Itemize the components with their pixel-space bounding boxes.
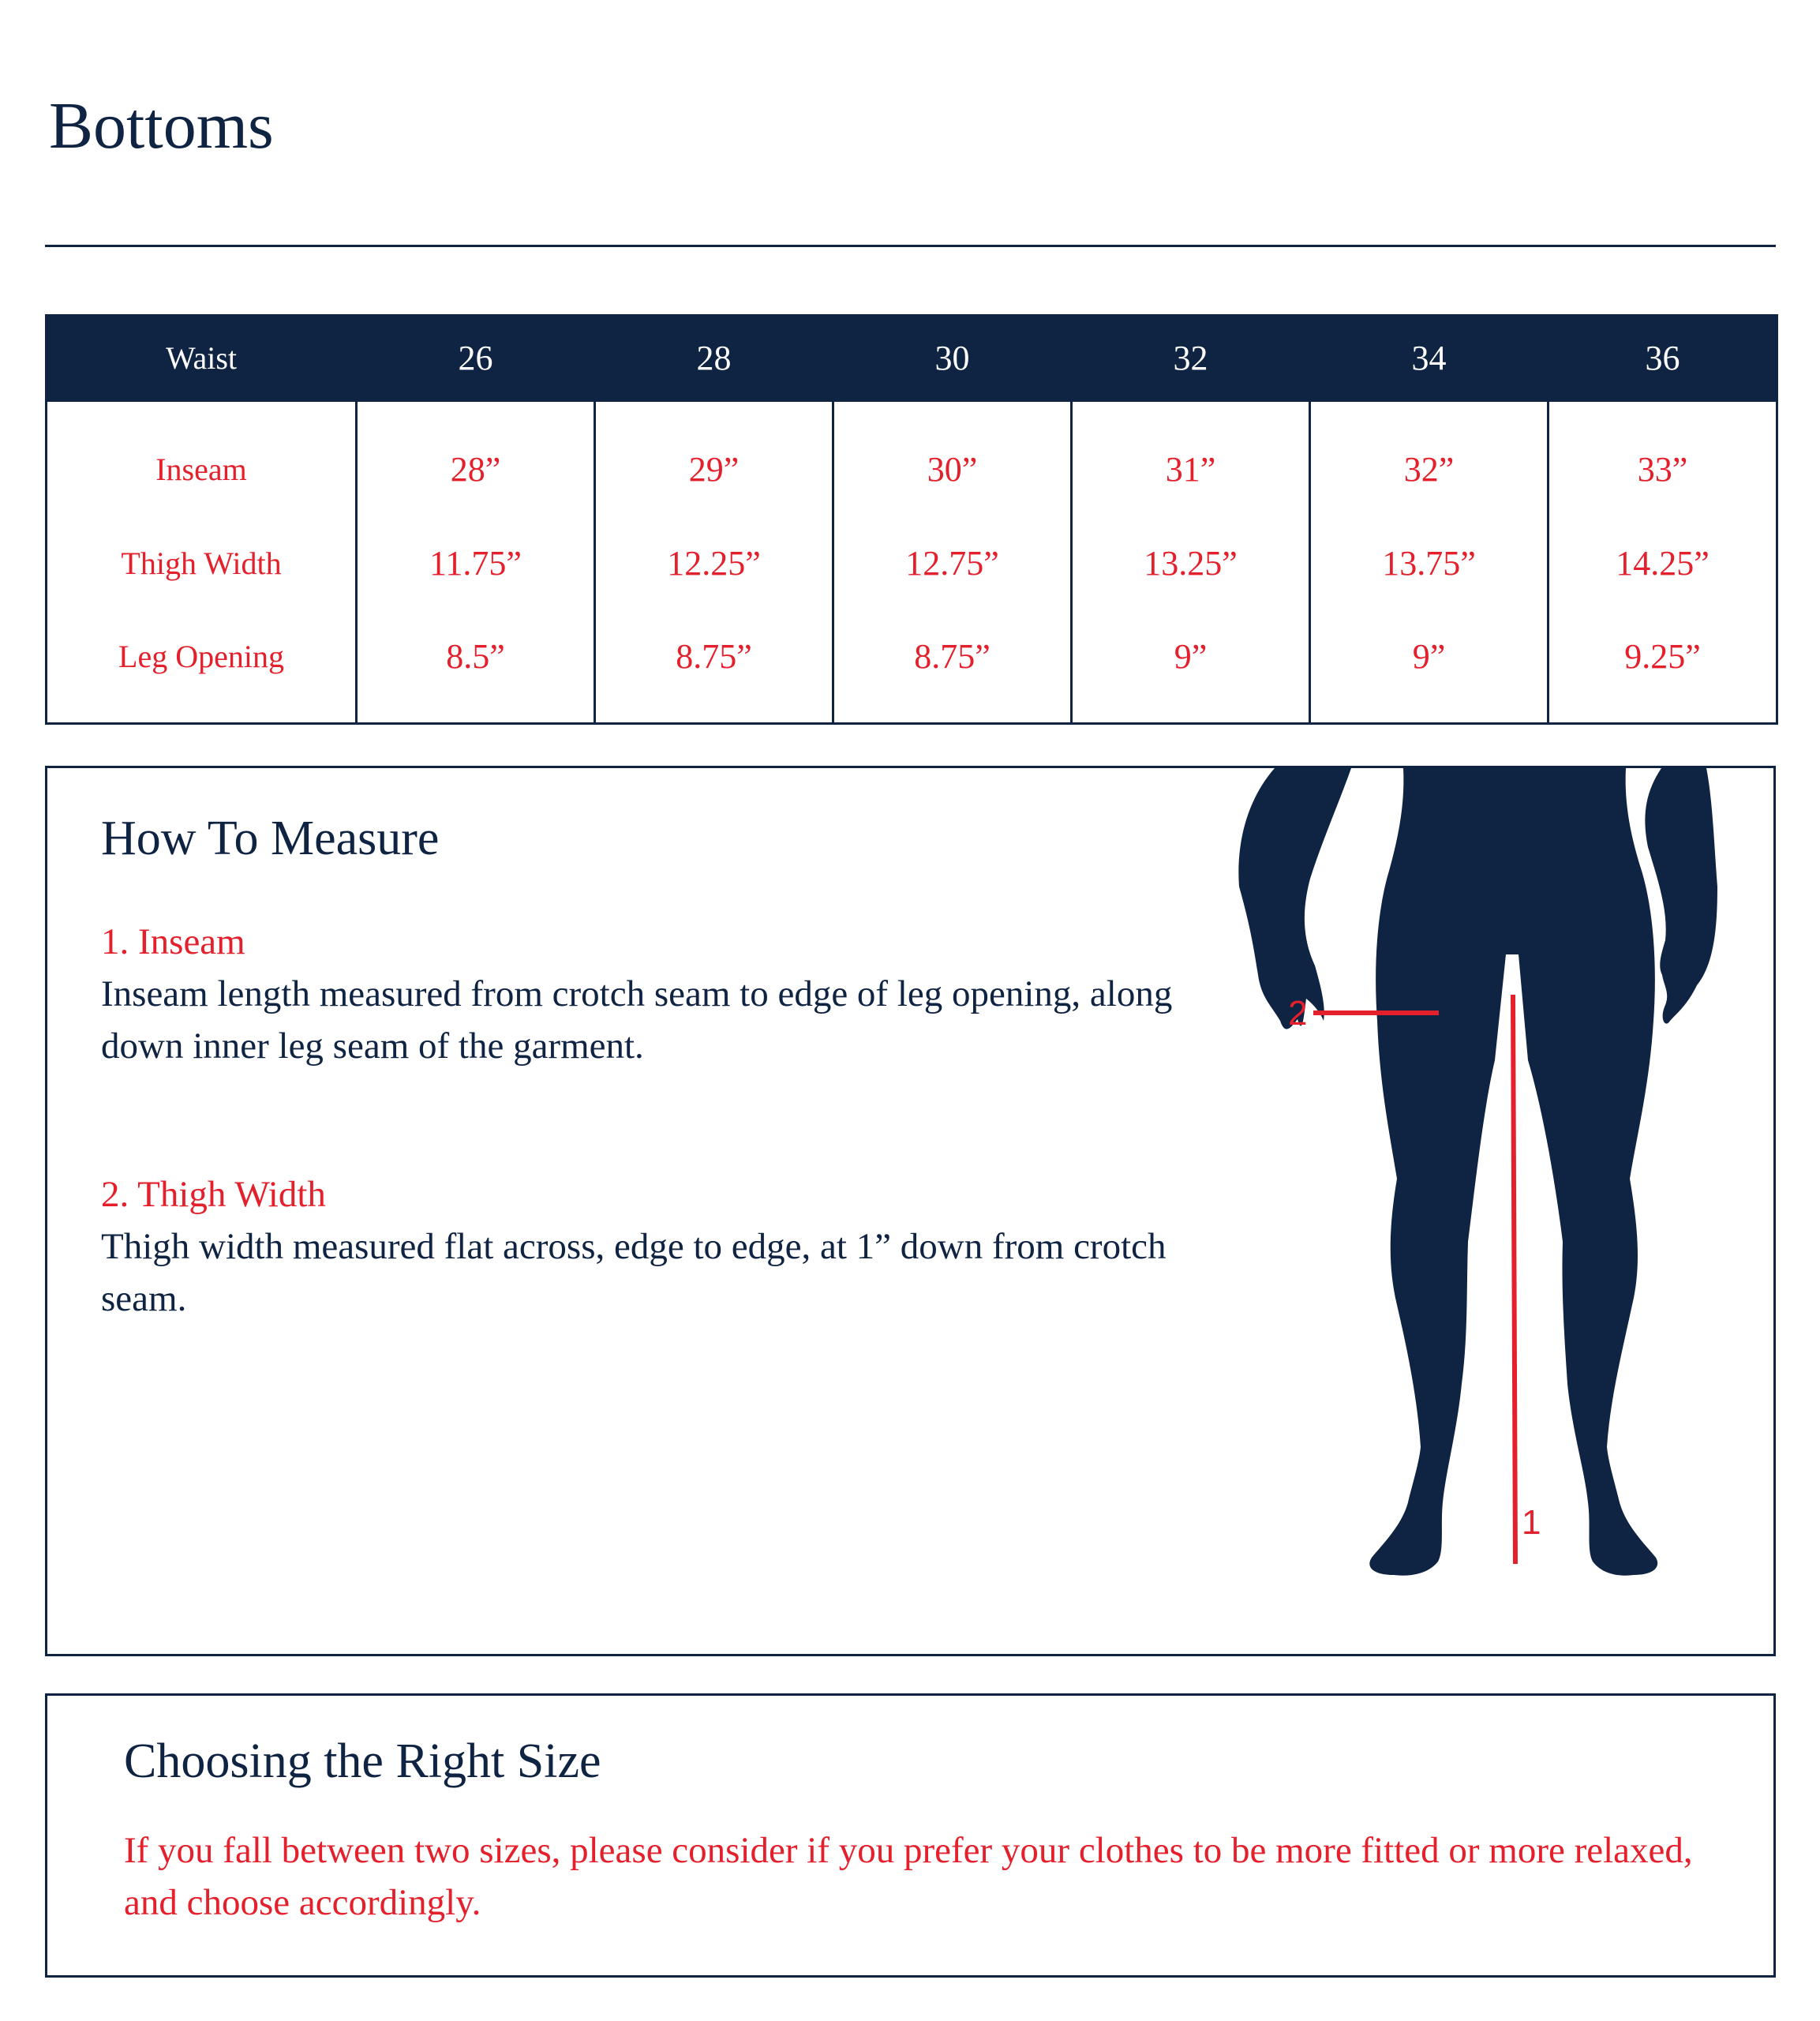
step-heading: 2. Thigh Width (101, 1174, 326, 1215)
page-title: Bottoms (49, 89, 274, 163)
table-cell: 9” (1072, 609, 1310, 723)
step-description: Inseam length measured from crotch seam to edge of leg opening, along down inner leg seam of the garment. (101, 973, 1173, 1067)
header-size: 28 (595, 316, 833, 401)
table-cell: 12.25” (595, 516, 833, 609)
header-size: 26 (357, 316, 595, 401)
inseam-measure-line (1513, 995, 1515, 1564)
table-cell: 31” (1072, 401, 1310, 516)
header-label-waist: Waist (47, 316, 357, 401)
header-size: 32 (1072, 316, 1310, 401)
header-size: 36 (1548, 316, 1777, 401)
size-chart-table (45, 314, 1778, 725)
table-cell: 30” (833, 401, 1072, 516)
row-label: Inseam (47, 401, 357, 516)
how-to-measure-panel (45, 766, 1776, 1656)
table-cell: 14.25” (1548, 516, 1777, 609)
table-cell: 28” (357, 401, 595, 516)
inseam-callout-number: 1 (1522, 1503, 1541, 1542)
table-cell: 9.25” (1548, 609, 1777, 723)
table-cell: 29” (595, 401, 833, 516)
body-silhouette-figure (1215, 768, 1768, 1652)
table-row-thigh-width (47, 516, 1777, 609)
table-cell: 11.75” (357, 516, 595, 609)
table-cell: 13.25” (1072, 516, 1310, 609)
table-cell: 9” (1310, 609, 1548, 723)
how-to-measure-title: How To Measure (101, 812, 440, 865)
left-arm-shape (1238, 768, 1351, 1029)
table-cell: 8.75” (595, 609, 833, 723)
header-size: 30 (833, 316, 1072, 401)
choosing-size-title: Choosing the Right Size (124, 1734, 601, 1788)
measure-step-thigh-width (101, 1168, 1174, 1325)
table-cell: 32” (1310, 401, 1548, 516)
right-arm-shape (1645, 768, 1717, 1024)
row-label: Thigh Width (47, 516, 357, 609)
choosing-size-text: If you fall between two sizes, please consider if you prefer your clothes to be more fitted or more relaxed, and choose accordingly. (124, 1830, 1693, 1923)
table-cell: 12.75” (833, 516, 1072, 609)
table-header-row (47, 316, 1777, 401)
step-heading: 1. Inseam (101, 921, 245, 962)
header-size: 34 (1310, 316, 1548, 401)
row-label: Leg Opening (47, 609, 357, 723)
title-divider (45, 245, 1776, 247)
measure-step-inseam (101, 916, 1174, 1072)
table-cell: 8.75” (833, 609, 1072, 723)
table-cell: 33” (1548, 401, 1777, 516)
table-row-leg-opening (47, 609, 1777, 723)
table-cell: 8.5” (357, 609, 595, 723)
thigh-callout-number: 2 (1288, 994, 1308, 1033)
table-row-inseam (47, 401, 1777, 516)
table-cell: 13.75” (1310, 516, 1548, 609)
body-silhouette-illustration (1215, 768, 1768, 1652)
choosing-size-panel (45, 1693, 1776, 1978)
step-description: Thigh width measured flat across, edge to edge, at 1” down from crotch seam. (101, 1226, 1167, 1319)
